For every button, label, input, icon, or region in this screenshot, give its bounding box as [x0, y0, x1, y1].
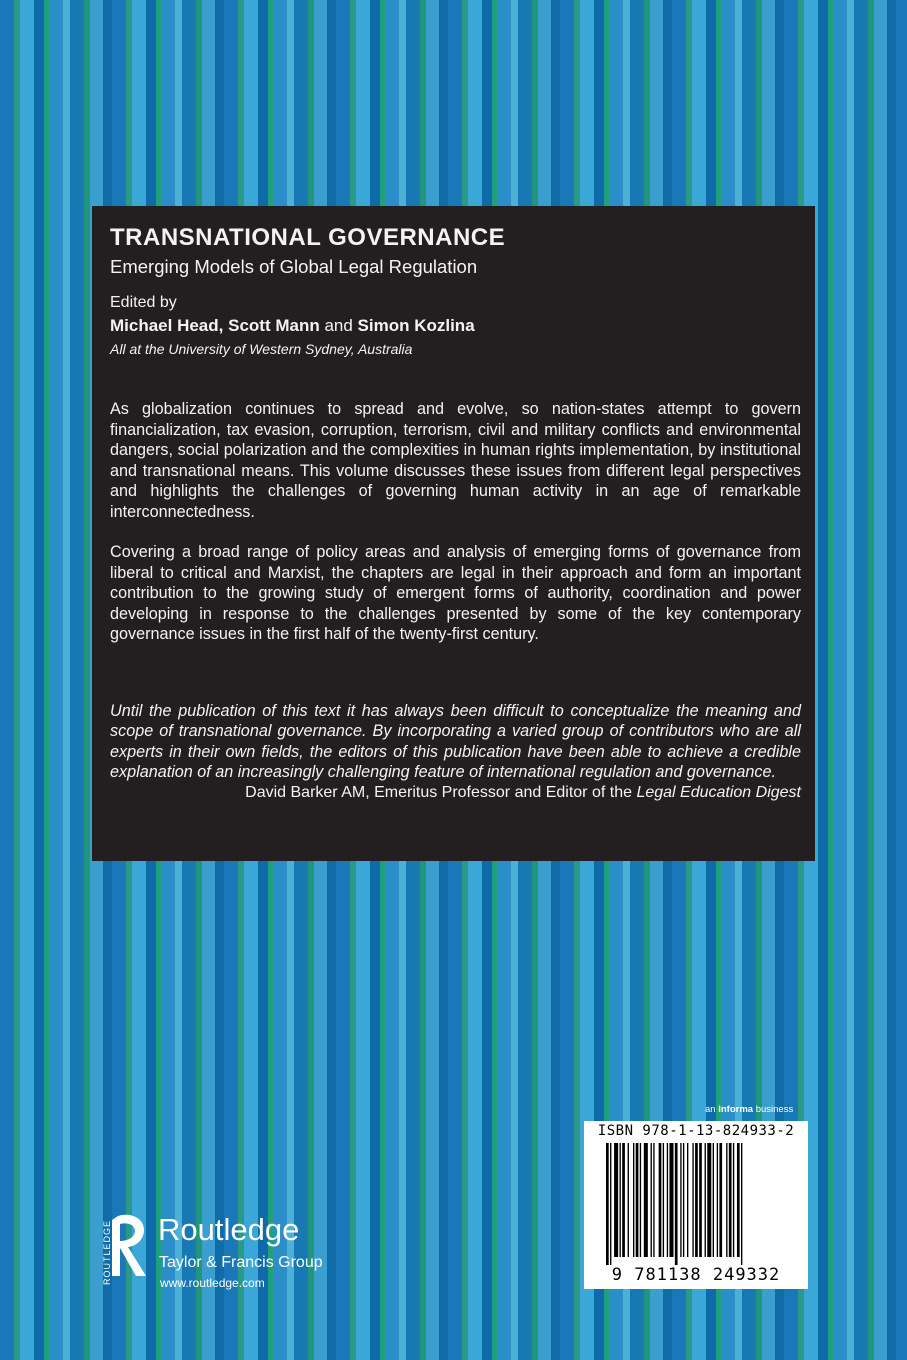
barcode-bar	[651, 1143, 652, 1257]
barcode-bar	[726, 1143, 727, 1257]
barcode-bar	[663, 1143, 664, 1257]
editor-name: Michael Head	[110, 316, 219, 335]
informa-brand: Informa	[718, 1104, 754, 1115]
barcode-bar	[713, 1143, 714, 1257]
book-subtitle: Emerging Models of Global Legal Regulation	[110, 256, 478, 277]
informa-prefix: an	[705, 1104, 719, 1115]
barcode-bar	[636, 1143, 639, 1257]
barcode-bar	[633, 1143, 634, 1257]
barcode-bar	[719, 1143, 722, 1257]
back-cover-text-panel	[92, 206, 815, 861]
description-paragraph: As globalization continues to spread and evolve, so nation-states attempt to govern financialization, tax evasion, corruption, terrorism, civil and military conflicts and environmental dangers, social polarization and the complexities in human rights implementation, by institutional and transnational means. This volume discusses these issues from different legal perspectives and highlights the challenges of governing human activity in an age of remarkable interconnectedness.	[110, 400, 801, 521]
barcode-bar	[675, 1143, 678, 1265]
informa-suffix: business	[753, 1104, 794, 1115]
barcode-bar	[622, 1143, 625, 1257]
barcode-bar	[628, 1143, 629, 1257]
barcode-bar	[606, 1143, 609, 1265]
editors-line	[110, 316, 801, 336]
publisher-url[interactable]: www.routledge.com	[160, 1276, 265, 1290]
informa-business-label	[705, 1104, 793, 1115]
isbn-label: ISBN 978-1-13-824933-2	[597, 1123, 795, 1139]
publisher-name: Routledge	[158, 1212, 300, 1247]
barcode-bar	[640, 1143, 641, 1257]
book-title: TRANSNATIONAL GOVERNANCE	[110, 224, 506, 251]
barcode-bar	[620, 1143, 621, 1257]
barcode-bars	[606, 1143, 786, 1265]
edited-by-label: Edited by	[110, 294, 177, 311]
barcode-bar	[610, 1143, 611, 1265]
barcode-bar	[737, 1143, 740, 1257]
editors-affiliation: All at the University of Western Sydney, Australia	[110, 341, 413, 357]
barcode-bar	[705, 1143, 706, 1257]
barcode-bar	[717, 1143, 718, 1257]
barcode-bar	[741, 1143, 742, 1265]
barcode-bar	[614, 1143, 618, 1257]
barcode-bar	[687, 1143, 688, 1257]
publisher-group: Taylor & Francis Group	[159, 1254, 323, 1271]
barcode-bar	[659, 1143, 662, 1257]
editor-separator: ,	[218, 316, 229, 335]
barcode-bar	[683, 1143, 684, 1257]
barcode-bar	[695, 1143, 698, 1257]
attribution-publication: Legal Education Digest	[636, 783, 801, 801]
barcode-bar	[699, 1143, 702, 1257]
barcode-bar	[707, 1143, 711, 1257]
endorsement-attribution	[110, 784, 801, 802]
description-paragraph: Covering a broad range of policy areas and analysis of emerging forms of governance from liberal to critical and Marxist, the chapters are legal in their approach and form an important contribution to the growing study of emergent forms of authority, coordination and power developing in response to the challenges presented by some of the key contemporary governance issues in the first half of the twenty-first century.	[110, 543, 801, 643]
editor-separator: and	[319, 316, 358, 335]
routledge-spine-word: ROUTLEDGE	[102, 1220, 112, 1286]
barcode-bar	[680, 1143, 681, 1257]
barcode-bar	[653, 1143, 654, 1257]
barcode-bar	[733, 1143, 734, 1257]
attribution-text: David Barker AM, Emeritus Professor and Editor of the	[245, 783, 637, 801]
barcode-bar	[667, 1143, 668, 1257]
barcode-bar	[669, 1143, 673, 1257]
barcode-bar	[692, 1143, 693, 1257]
isbn-barcode	[584, 1121, 808, 1289]
endorsement-quote: Until the publication of this text it has always been difficult to conceptualize the meaning and scope of transnational governance. By incorporating a varied group of contributors who are all experts in their own fields, the editors of this publication have been able to achieve a credible explanation of an increasingly challenging feature of international regulation and governance.	[110, 701, 801, 781]
barcode-bar	[644, 1143, 648, 1257]
barcode-bar	[729, 1143, 732, 1257]
editor-name: Scott Mann	[228, 316, 320, 335]
editor-name: Simon Kozlina	[357, 316, 475, 335]
barcode-number: 9 781138 249332	[611, 1265, 781, 1285]
routledge-logo	[100, 1210, 340, 1290]
